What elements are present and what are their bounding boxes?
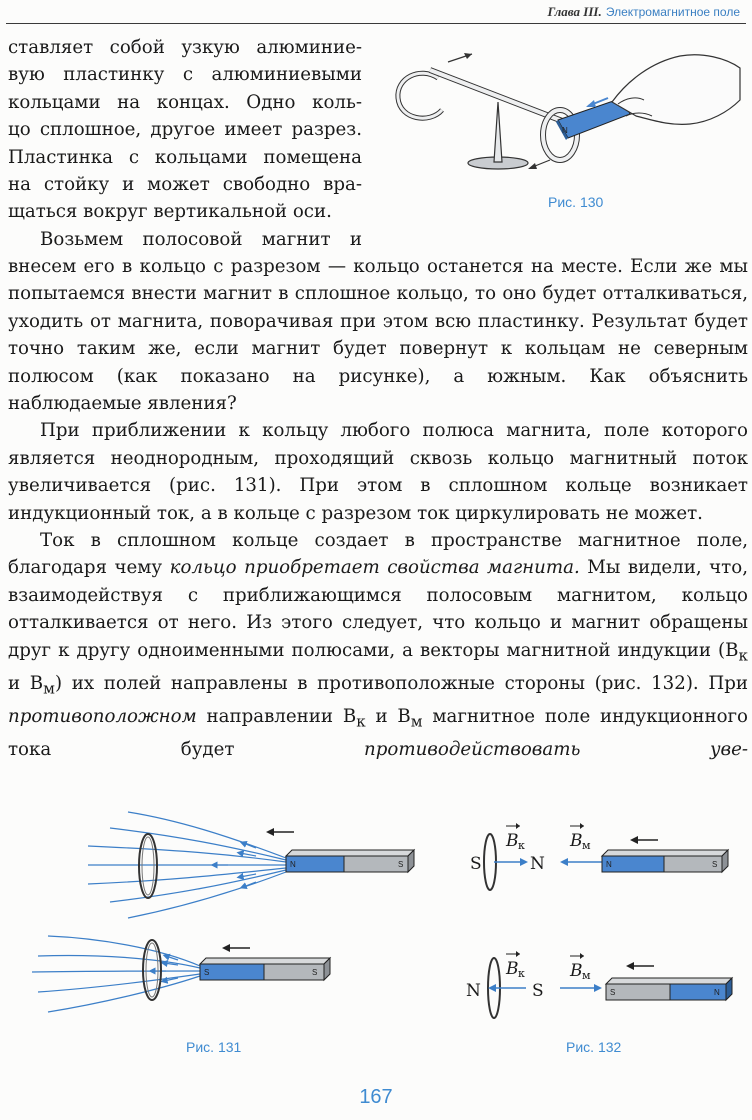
magnet-pole-label: N — [714, 988, 720, 997]
text-line: цо сплошное, другое имеет разрез. — [8, 119, 362, 141]
emphasis: кольцо приобретает свойства магнита. — [169, 557, 580, 579]
vector-b-m: $B_м$ — [397, 705, 423, 731]
pole-label: S — [470, 854, 482, 874]
text-line: щаться вокруг вертикальной оси. — [8, 201, 332, 223]
magnet-pole-label: N — [562, 126, 568, 135]
svg-text:к: к — [518, 839, 525, 852]
vector-label: B — [570, 831, 583, 851]
vector-b-k: $B_к$ — [725, 639, 748, 665]
pole-label: S — [532, 981, 544, 1001]
svg-text:к: к — [518, 967, 525, 980]
text-line: Пластинка с кольцами помещена — [8, 146, 362, 168]
page-number: 167 — [359, 1086, 393, 1108]
svg-text:м: м — [582, 969, 591, 982]
caption-fig132: Рис. 132 — [566, 1039, 622, 1055]
text-line: на стойку и может свободно вра- — [8, 174, 362, 196]
text-line: ставляет собой узкую алюминие- — [8, 37, 362, 58]
vector-label: B — [506, 831, 519, 851]
chapter-heading — [547, 4, 740, 20]
vector-b-k: $B_к$ — [342, 705, 366, 731]
figure-131 — [28, 808, 428, 1040]
caption-fig130: Рис. 130 — [548, 194, 604, 210]
paragraph-1-continuation: внесем его в кольцо с разрезом — кольцо останется на месте. Если же мы попытаемся внести магнит в сплошное кольцо, то оно будет отталкиваться, уходить от магнита, поворачивая при этом всю пластинку. Результат будет точно таким же, если магнит будет повернут к кольцам не северным полюсом (как показано на рисунке), а южным. Как объяснить наблюдаемые явления? — [8, 256, 748, 415]
text-line: кольцами на концах. Одно коль- — [8, 91, 362, 113]
text-line: вую пластинку с алюминиевыми — [8, 64, 362, 86]
emphasis: противодействовать уве- — [364, 738, 748, 760]
magnet-pole-label: N — [290, 860, 296, 869]
vector-label: B — [506, 959, 519, 979]
caption-fig131: Рис. 131 — [186, 1039, 242, 1055]
magnet-pole-label: S — [204, 968, 210, 977]
page-header — [0, 0, 752, 26]
text-line: Возьмем полосовой магнит и — [40, 228, 362, 250]
magnet-pole-label: S — [712, 860, 718, 869]
figure-130 — [390, 40, 745, 200]
pole-label: N — [466, 981, 481, 1001]
magnet-pole-label: S — [312, 968, 318, 977]
magnet-pole-label: S — [610, 988, 616, 997]
main-text — [8, 253, 748, 763]
emphasis: противоположном — [8, 705, 197, 727]
svg-text:м: м — [582, 839, 591, 852]
vector-b-m: $B_м$ — [29, 672, 55, 698]
header-rule — [6, 23, 746, 24]
chapter-title: Электромагнитное поле — [605, 5, 740, 19]
figure-132 — [460, 808, 750, 1040]
paragraph-2: При приближении к кольцу любого полюса магнита, поле которого является неоднородным, проходящий сквозь кольцо магнитный поток увеличивается (рис. 131). При этом в сплошном кольце возникает индукционный ток, а в кольце с разрезом ток циркулировать не может. — [8, 420, 748, 524]
pole-label: N — [530, 854, 545, 874]
top-text-column — [8, 34, 362, 253]
magnet-pole-label: S — [398, 860, 404, 869]
vector-label: B — [570, 961, 583, 981]
paragraph-3: Ток в сплошном кольце создает в пространстве магнитное поле, благодаря чему кольцо приобретает свойства магнита. Мы видели, что, взаимодействуя с приближающимся полосовым магнитом, кольцо отталкивается от него. Из этого следует, что кольцо и магнит обращены друг к другу одноименными полюсами, а векторы магнитной индукции ($B_к$ и $B_м$) их полей направлены в противоположные стороны (рис. 132). При противоположном направлении $B_к$ и $B_м$ магнитное поле индукционного тока будет противодействовать уве- — [8, 530, 748, 760]
magnet-pole-label: N — [606, 860, 612, 869]
chapter-number: Глава III. — [547, 4, 602, 19]
